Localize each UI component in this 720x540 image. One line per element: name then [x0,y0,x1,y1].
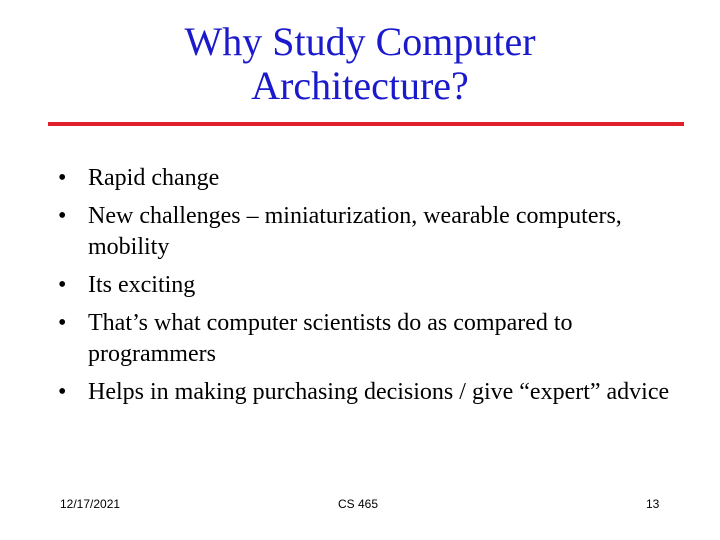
bullet-item-purchasing-decisions [58,377,698,408]
bullet-text: Helps in making purchasing decisions / give “expert” advice [88,379,670,405]
footer-course: CS 465 [338,497,379,511]
footer-page-number: 13 [646,497,660,511]
bullet-item-rapid-change [58,163,698,194]
bullet-item-computer-scientists [58,308,698,370]
footer-date: 12/17/2021 [60,497,121,511]
bullet-marker: • [58,165,67,191]
bullet-item-exciting [58,270,698,301]
bullet-text: Its exciting [88,272,196,298]
bullet-text: New challenges – miniaturization, wearable computers, mobility [88,203,622,260]
bullet-marker: • [58,379,67,405]
title-divider [48,122,684,126]
bullet-item-new-challenges [58,201,698,263]
slide-title-line-1: Why Study Computer [184,19,536,64]
bullet-list [58,163,698,415]
bullet-marker: • [58,203,67,229]
bullet-text: That’s what computer scientists do as compared to programmers [88,310,573,367]
bullet-text: Rapid change [88,165,220,191]
slide-title [60,20,660,108]
slide-title-line-2: Architecture? [251,63,469,108]
bullet-marker: • [58,272,67,298]
bullet-marker: • [58,310,67,336]
